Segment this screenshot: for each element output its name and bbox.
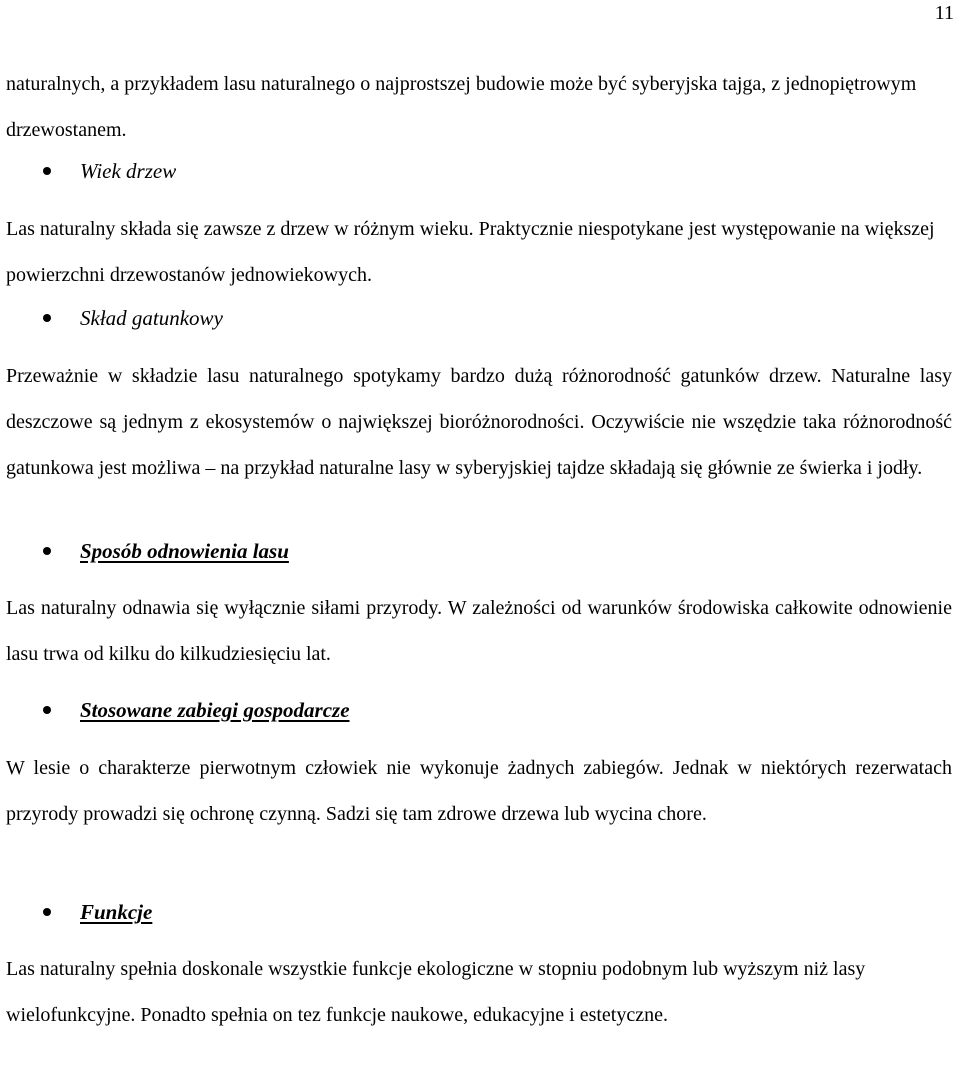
bullet-icon [43, 547, 51, 555]
paragraph-sklad-gatunkowy [6, 353, 952, 491]
paragraph-intro-continuation [6, 61, 952, 153]
bullet-icon [43, 706, 51, 714]
paragraph-text: naturalnych, a przykładem lasu naturalnego o najprostszej budowie może być syberyjska tajga, z jednopiętrowym drzewostanem. [6, 73, 917, 141]
paragraph-text: Las naturalny spełnia doskonale wszystkie funkcje ekologiczne w stopniu podobnym lub wyższym niż lasy wielofunkcyjne. Ponadto spełnia on tez funkcje naukowe, edukacyjne i estetyczne. [6, 958, 866, 1026]
heading-label: Sposób odnowienia lasu [80, 539, 289, 563]
bullet-icon [43, 908, 51, 916]
section-heading-wiek-drzew [6, 151, 952, 191]
heading-label: Stosowane zabiegi gospodarcze [80, 698, 350, 722]
heading-label: Wiek drzew [80, 159, 177, 183]
paragraph-text: W lesie o charakterze pierwotnym człowiek nie wykonuje żadnych zabiegów. Jednak w niektórych rezerwatach przyrody prowadzi się ochronę czynną. Sadzi się tam zdrowe drzewa lub wycina chore. [6, 757, 952, 825]
paragraph-zabiegi-gospodarcze [6, 745, 952, 837]
paragraph-text: Przeważnie w składzie lasu naturalnego spotykamy bardzo dużą różnorodność gatunków drzew. Naturalne lasy deszczowe są jednym z ekosystemów o największej bioróżnorodności. Oczywiście nie wszędzie taka różnorodność gatunkowa jest możliwa – na przykład naturalne lasy w syberyjskiej tajdze składają się głównie ze świerka i jodły. [6, 365, 952, 479]
paragraph-text: Las naturalny składa się zawsze z drzew w różnym wieku. Praktycznie niespotykane jest występowanie na większej powierzchni drzewostanów jednowiekowych. [6, 218, 935, 286]
paragraph-funkcje [6, 946, 952, 1038]
paragraph-wiek-drzew [6, 206, 952, 298]
paragraph-sposob-odnowienia [6, 585, 952, 677]
bullet-icon [43, 167, 51, 175]
section-heading-zabiegi-gospodarcze [6, 690, 952, 730]
section-heading-sposob-odnowienia [6, 531, 952, 571]
heading-label: Skład gatunkowy [80, 306, 223, 330]
heading-label: Funkcje [80, 900, 153, 924]
bullet-icon [43, 314, 51, 322]
paragraph-text: Las naturalny odnawia się wyłącznie siłami przyrody. W zależności od warunków środowiska całkowite odnowienie lasu trwa od kilku do kilkudziesięciu lat. [6, 597, 952, 665]
section-heading-sklad-gatunkowy [6, 298, 952, 338]
page-number: 11 [934, 2, 954, 24]
section-heading-funkcje [6, 892, 952, 932]
